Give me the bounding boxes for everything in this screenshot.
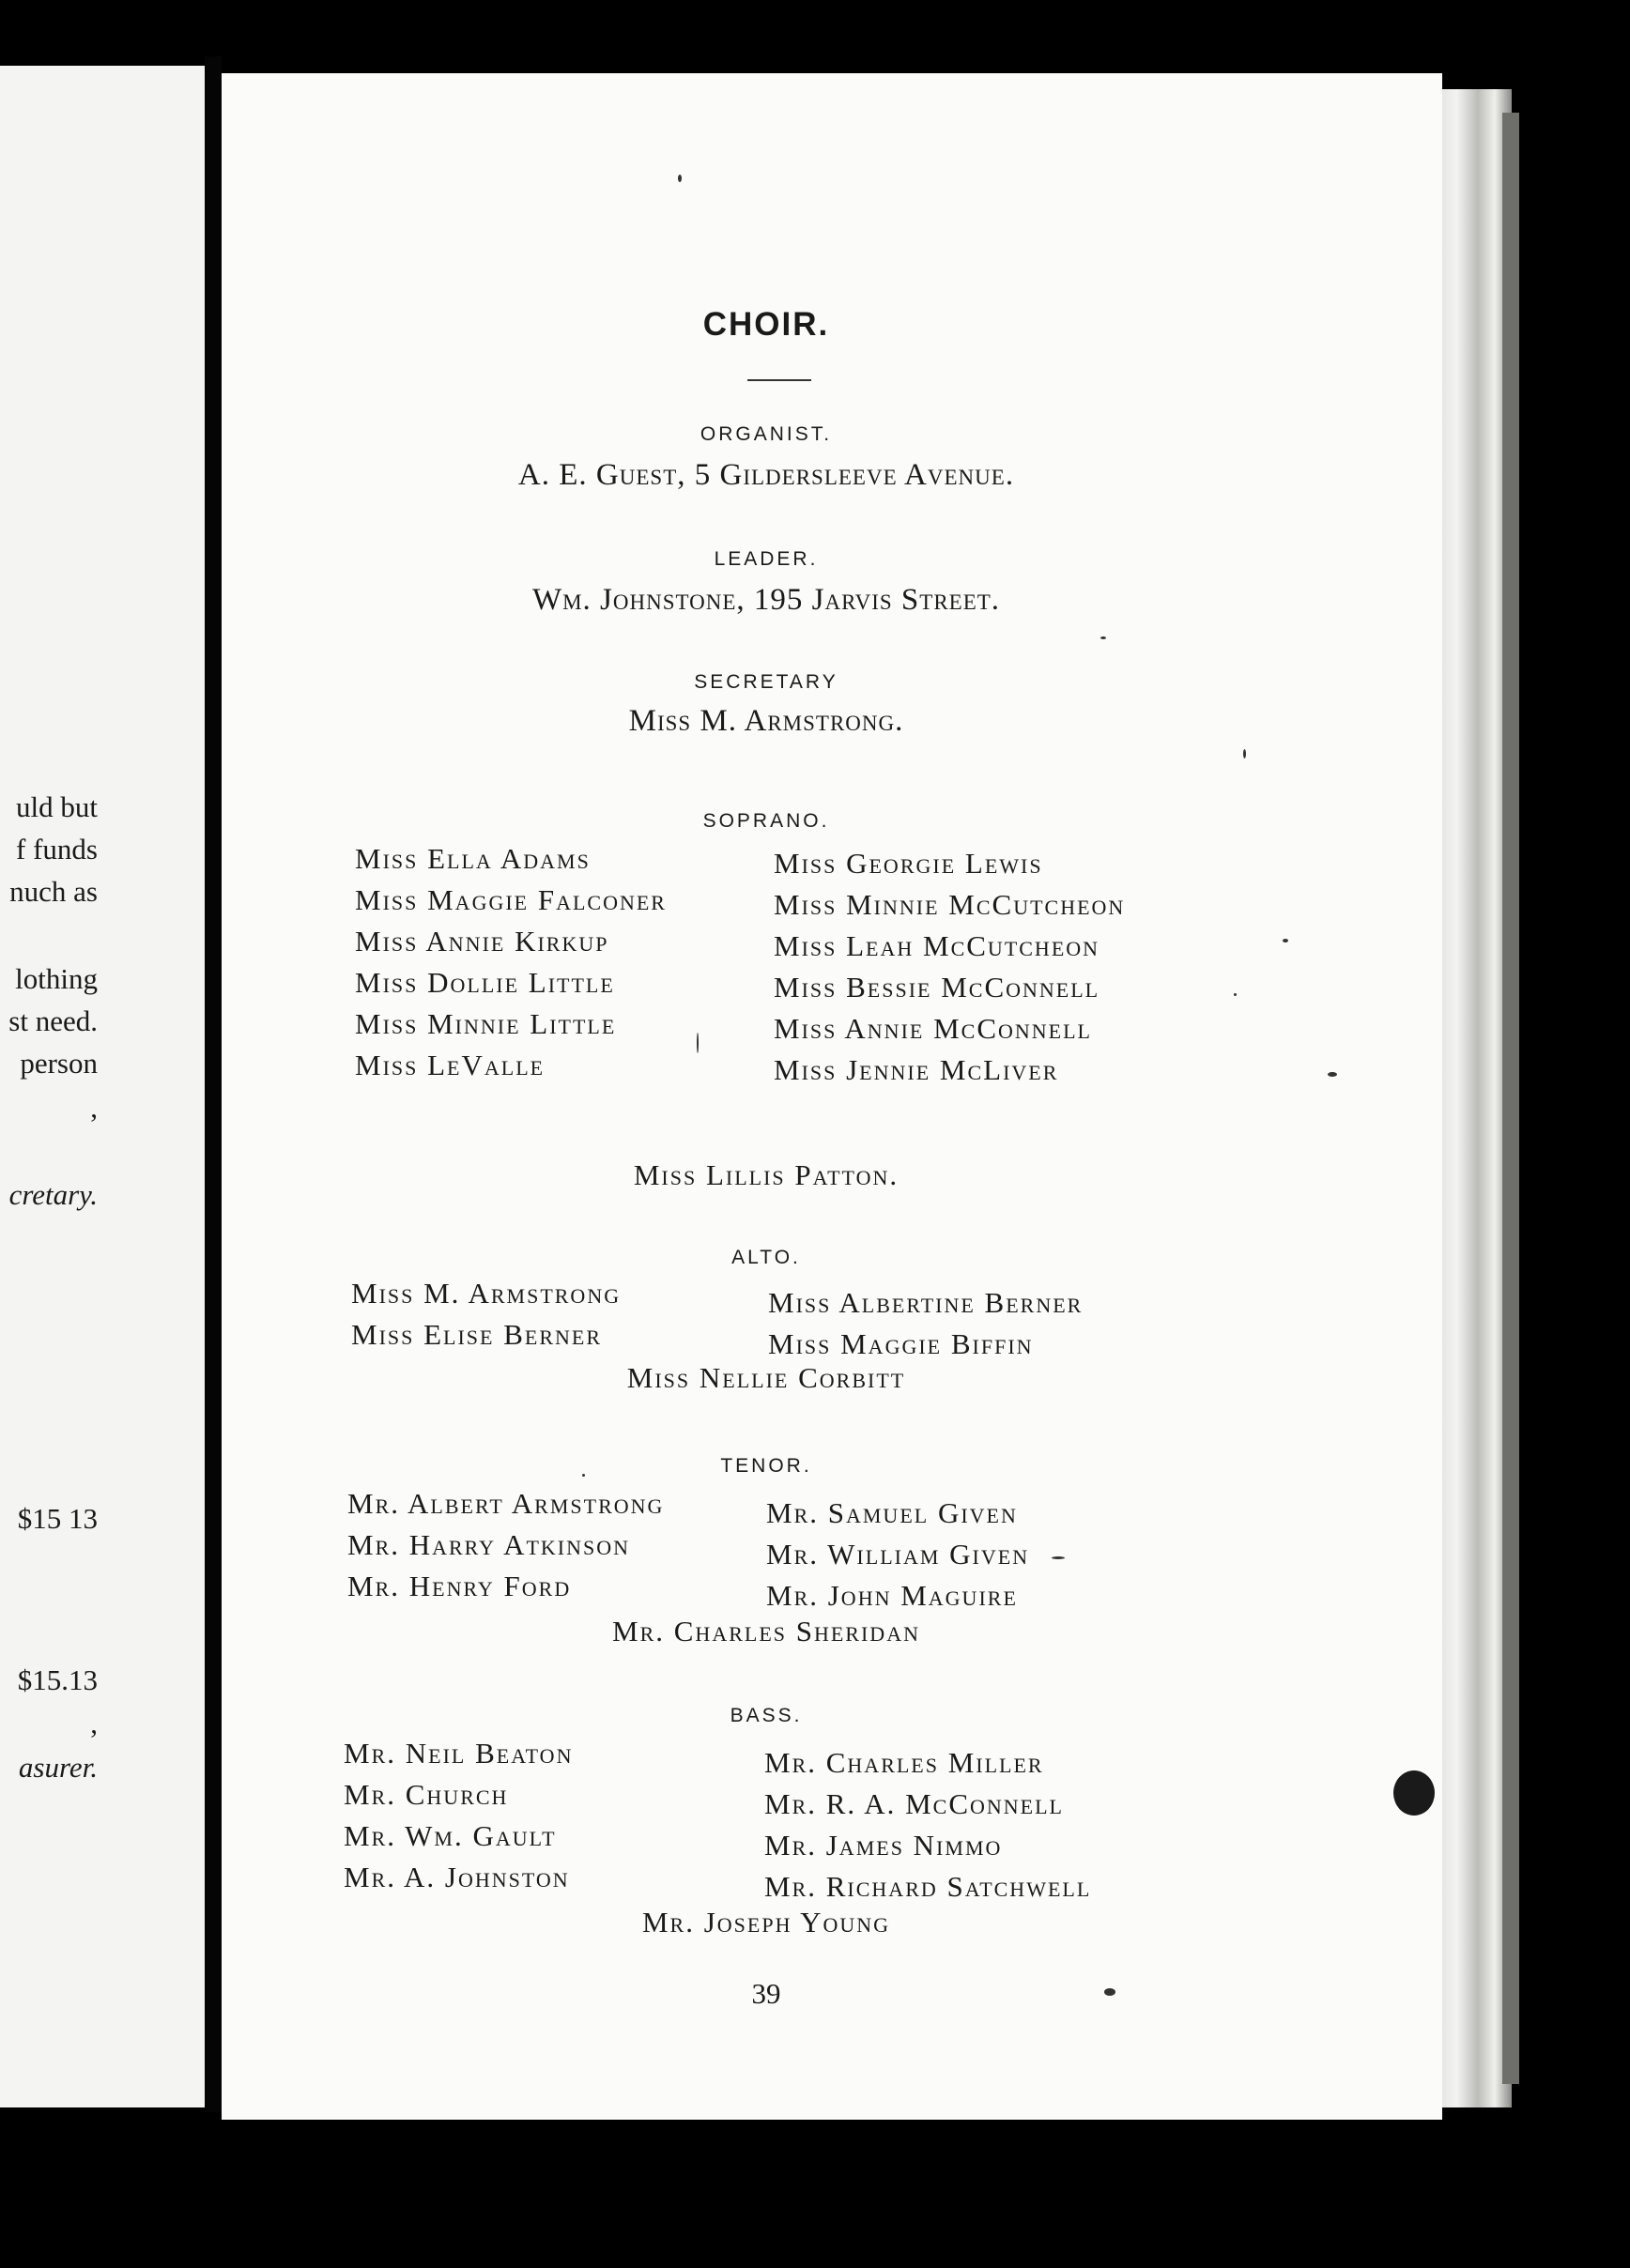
leader-name: Wm. Johnstone, 195 Jarvis Street. bbox=[531, 583, 1001, 617]
list-item: Mr. John Maguire bbox=[766, 1579, 1018, 1612]
list-item: Mr. William Given bbox=[766, 1538, 1030, 1571]
ink-speck bbox=[1100, 636, 1106, 639]
book-spine bbox=[205, 56, 222, 2112]
tenor-left-column bbox=[347, 1483, 664, 1607]
list-item: Mr. Church bbox=[344, 1778, 509, 1811]
choir-listing bbox=[222, 73, 1442, 2120]
ink-speck bbox=[1243, 749, 1246, 759]
ink-speck bbox=[1104, 1988, 1115, 1996]
left-text-fragment: cretary. bbox=[8, 1178, 98, 1211]
left-text-fragment: , bbox=[90, 1091, 98, 1124]
ink-speck bbox=[678, 175, 682, 182]
list-item: Miss Minnie Little bbox=[355, 1007, 617, 1040]
ink-speck bbox=[1283, 939, 1288, 942]
tenor-right-column bbox=[766, 1493, 1029, 1617]
ink-speck bbox=[1052, 1556, 1065, 1559]
left-text-fragment: lothing bbox=[15, 962, 98, 995]
list-item: Miss Albertine Berner bbox=[768, 1286, 1084, 1319]
list-item: Mr. Samuel Given bbox=[766, 1496, 1018, 1529]
bass-center-name: Mr. Joseph Young bbox=[641, 1906, 891, 1939]
left-amount: $15.13 bbox=[17, 1663, 98, 1696]
list-item: Miss Maggie Biffin bbox=[768, 1327, 1034, 1360]
list-item: Miss Leah McCutcheon bbox=[774, 929, 1100, 962]
list-item: Mr. James Nimmo bbox=[764, 1829, 1003, 1862]
list-item: Miss Minnie McCutcheon bbox=[774, 888, 1126, 921]
left-text-fragment: nuch as bbox=[9, 875, 98, 908]
left-text-fragment: f funds bbox=[16, 833, 98, 866]
left-amount: $15 13 bbox=[17, 1502, 98, 1535]
right-page bbox=[222, 73, 1442, 2120]
ink-speck bbox=[1234, 993, 1237, 996]
list-item: Mr. Henry Ford bbox=[347, 1570, 572, 1602]
list-item: Miss Annie McConnell bbox=[774, 1012, 1092, 1045]
left-text-fragment: asurer. bbox=[18, 1751, 98, 1784]
page-edge-shadow bbox=[1502, 113, 1519, 2084]
ink-blot bbox=[1393, 1770, 1435, 1816]
ink-speck bbox=[697, 1033, 699, 1053]
page-title: CHOIR. bbox=[702, 306, 830, 343]
list-item: Miss Jennie McLiver bbox=[774, 1053, 1059, 1086]
list-item: Miss Dollie Little bbox=[355, 966, 615, 999]
left-page-fragment bbox=[0, 66, 205, 2107]
list-item: Mr. Richard Satchwell bbox=[764, 1870, 1092, 1903]
left-text-fragment: person bbox=[20, 1047, 98, 1080]
list-item: Miss Maggie Falconer bbox=[355, 883, 667, 916]
list-item: Miss Georgie Lewis bbox=[774, 847, 1043, 880]
list-item: Miss Elise Berner bbox=[351, 1318, 603, 1351]
list-item: Miss Ella Adams bbox=[355, 842, 591, 875]
leader-heading: LEADER. bbox=[714, 548, 819, 570]
list-item: Miss Bessie McConnell bbox=[774, 971, 1100, 1004]
ink-speck bbox=[1328, 1072, 1337, 1077]
list-item: Miss Annie Kirkup bbox=[355, 925, 609, 958]
page-number: 39 bbox=[751, 1977, 781, 2010]
left-text-fragment: , bbox=[90, 1707, 98, 1739]
bass-left-column bbox=[344, 1733, 573, 1898]
list-item: Mr. Charles Miller bbox=[764, 1746, 1044, 1779]
alto-center-name: Miss Nellie Corbitt bbox=[626, 1361, 906, 1394]
ink-speck bbox=[582, 1474, 585, 1477]
tenor-center-name: Mr. Charles Sheridan bbox=[612, 1615, 920, 1647]
bass-right-column bbox=[764, 1742, 1091, 1908]
tenor-heading: TENOR. bbox=[720, 1455, 812, 1477]
list-item: Mr. Neil Beaton bbox=[344, 1737, 574, 1770]
organist-heading: ORGANIST. bbox=[700, 423, 833, 445]
soprano-heading: SOPRANO. bbox=[702, 810, 830, 832]
alto-right-column bbox=[768, 1282, 1083, 1365]
list-item: Mr. Wm. Gault bbox=[344, 1819, 557, 1852]
secretary-name: Miss M. Armstrong. bbox=[628, 704, 904, 738]
left-text-fragment: st need. bbox=[8, 1004, 98, 1037]
soprano-right-column bbox=[774, 843, 1125, 1091]
organist-name: A. E. Guest, 5 Gildersleeve Avenue. bbox=[517, 458, 1015, 492]
alto-left-column bbox=[351, 1273, 621, 1356]
bass-heading: BASS. bbox=[730, 1705, 803, 1726]
left-text-fragment: uld but bbox=[16, 790, 98, 823]
list-item: Miss LeValle bbox=[355, 1049, 546, 1081]
soprano-center-name: Miss Lillis Patton. bbox=[633, 1158, 900, 1191]
list-item: Mr. A. Johnston bbox=[344, 1861, 570, 1893]
list-item: Mr. R. A. McConnell bbox=[764, 1787, 1064, 1820]
list-item: Miss M. Armstrong bbox=[351, 1277, 622, 1310]
secretary-heading: SECRETARY bbox=[694, 671, 838, 693]
list-item: Mr. Harry Atkinson bbox=[347, 1528, 631, 1561]
list-item: Mr. Albert Armstrong bbox=[347, 1487, 665, 1520]
alto-heading: ALTO. bbox=[731, 1247, 801, 1268]
title-rule bbox=[747, 379, 811, 381]
soprano-left-column bbox=[355, 838, 667, 1086]
